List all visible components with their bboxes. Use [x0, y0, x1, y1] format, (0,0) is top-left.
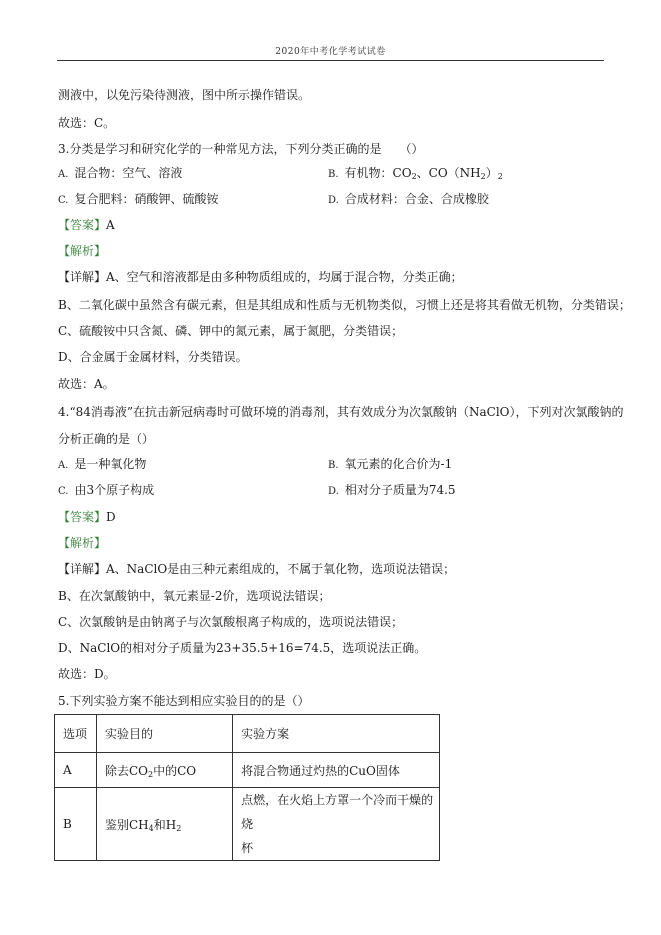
option-letter: D. [328, 195, 339, 206]
cell-text: 杯 [241, 841, 254, 855]
q4-option-a [58, 457, 146, 473]
answer-value: D [106, 510, 116, 524]
option-text: 混合物：空气、溶液 [74, 166, 183, 180]
q3-option-b [328, 166, 503, 182]
question-5-stem: 5.下列实验方案不能达到相应实验目的的是（） [58, 694, 310, 708]
answer-value: A [106, 218, 115, 232]
page-header: 2020年中考化学考试试卷 [275, 47, 386, 57]
option-letter: B. [328, 460, 339, 471]
analysis-tag: 【解析】 [58, 536, 107, 550]
option-letter: C. [58, 486, 69, 497]
table-cell-plan: 将混合物通过灼热的CuO固体 [233, 753, 440, 788]
answer-tag: 【答案】 [58, 218, 107, 232]
q3-explanation-b: B、二氧化碳中虽然含有碳元素，但是其组成和性质与无机物类似，习惯上还是将其看做无机物，分类错误； [58, 298, 631, 312]
answer-tag: 【答案】 [58, 510, 107, 524]
table-cell-option: A [55, 753, 97, 788]
cell-text: 和H [153, 817, 177, 832]
analysis-tag: 【解析】 [58, 244, 107, 258]
q4-detail: 【详解】A、NaClO是由三种元素组成的，不属于氧化物，选项说法错误； [58, 562, 456, 576]
q4-option-d [328, 483, 456, 499]
q4-answer [58, 510, 116, 524]
q4-option-c [58, 483, 154, 499]
q3-answer [58, 218, 115, 232]
q3-option-a [58, 166, 182, 182]
option-text: 由3个原子构成 [74, 483, 155, 497]
option-letter: A. [58, 169, 69, 180]
question-3-stem: 3.分类是学习和研究化学的一种常见方法，下列分类正确的是 （） [58, 142, 424, 156]
q4-explanation-c: C、次氯酸钠是由钠离子与次氯酸根离子构成的，选项说法错误； [58, 615, 404, 629]
q4-analysis-tag [58, 536, 106, 550]
cell-text: 鉴别CH [105, 817, 149, 832]
option-text: 有机物：CO [344, 166, 412, 180]
table-row [55, 753, 440, 788]
q4-explanation-d: D、NaClO的相对分子质量为23+35.5+16=74.5，选项说法正确。 [58, 641, 427, 655]
option-text: 、CO（NH [416, 166, 481, 180]
option-text: ） [485, 166, 498, 180]
subscript: 2 [497, 172, 503, 181]
table-cell-plan [233, 788, 440, 861]
cell-text: 中的CO [153, 763, 197, 778]
text-line: 测液中，以免污染待测液，图中所示操作错误。 [58, 88, 311, 102]
q3-choice: 故选：A。 [58, 377, 115, 391]
subscript: 2 [411, 172, 417, 181]
table-cell-goal [97, 753, 233, 788]
table-header-row [55, 715, 440, 753]
cell-text: 除去CO [105, 763, 149, 778]
q4-explanation-b: B、在次氯酸钠中，氧元素显-2价，选项说法错误； [58, 589, 331, 603]
q3-explanation-c: C、硫酸铵中只含氮、磷、钾中的氮元素，属于氮肥，分类错误； [58, 324, 404, 338]
table-header-cell: 选项 [55, 715, 97, 753]
q3-detail: 【详解】A、空气和溶液都是由多种物质组成的，均属于混合物，分类正确； [58, 270, 463, 284]
question-4-stem: 4.“84消毒液”在抗击新冠病毒时可做环境的消毒剂，其有效成分为次氯酸钠（NaClO），下列对次氯酸钠的 [58, 405, 624, 419]
subscript: 2 [148, 769, 154, 779]
cell-text: 点燃，在火焰上方罩一个冷而干燥的烧 [241, 793, 434, 831]
option-letter: D. [328, 486, 339, 497]
header-rule [57, 60, 604, 61]
table-header-cell: 实验方案 [233, 715, 440, 753]
table-header-cell: 实验目的 [97, 715, 233, 753]
table-cell-goal [97, 788, 233, 861]
option-text: 复合肥料：硝酸钾、硫酸铵 [74, 192, 219, 206]
option-text: 是一种氧化物 [74, 457, 147, 471]
experiment-table [54, 714, 440, 861]
q3-explanation-d: D、合金属于金属材料，分类错误。 [58, 350, 248, 364]
table-cell-option: B [55, 788, 97, 861]
option-letter: C. [58, 195, 69, 206]
q3-option-c [58, 192, 219, 208]
q4-choice: 故选：D。 [58, 667, 116, 681]
option-letter: A. [58, 460, 69, 471]
subscript: 2 [176, 823, 182, 833]
table-row [55, 788, 440, 861]
option-letter: B. [328, 169, 339, 180]
subscript: 4 [148, 823, 154, 833]
option-text: 合成材料：合金、合成橡胶 [344, 192, 489, 206]
q3-option-d [328, 192, 489, 208]
option-text: 相对分子质量为74.5 [344, 483, 456, 497]
option-text: 氧元素的化合价为-1 [344, 457, 453, 471]
question-4-stem-cont: 分析正确的是（） [58, 432, 155, 446]
subscript: 2 [480, 172, 486, 181]
q3-analysis-tag [58, 244, 106, 258]
q4-option-b [328, 457, 452, 473]
text-line: 故选：C。 [58, 116, 116, 130]
